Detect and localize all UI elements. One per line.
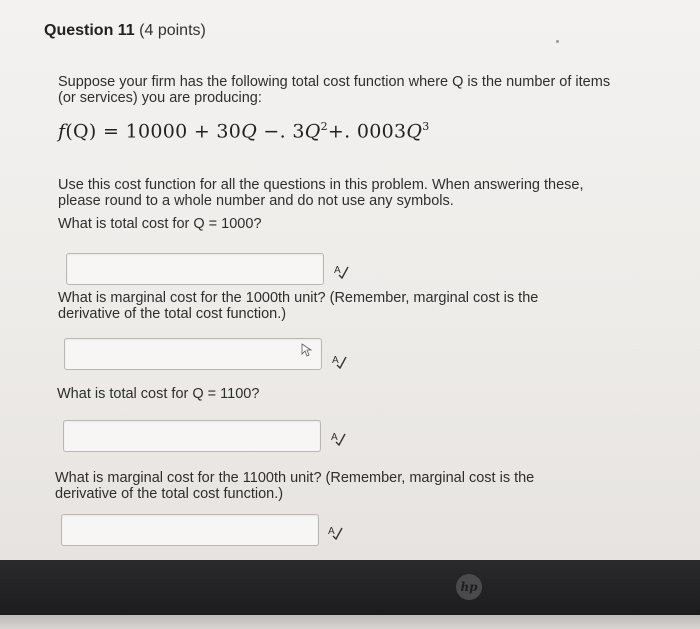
part3-prompt: What is total cost for Q = 1100? [57, 386, 260, 402]
mouse-cursor-icon [301, 343, 313, 357]
question-number: Question 11 [44, 22, 135, 39]
svg-text:A: A [334, 265, 341, 276]
intro-text: Suppose your firm has the following total cost function where Q is the number of items (or services) you are producing: [58, 74, 611, 106]
svg-text:A: A [331, 432, 338, 443]
instructions-text: Use this cost function for all the questions in this problem. When answering these, please round to a whole number and do not use any symbols. [58, 177, 584, 209]
decorative-dot [556, 40, 559, 43]
part2-prompt: What is marginal cost for the 1000th unit? (Remember, marginal cost is the derivative of the total cost function.) [58, 290, 539, 322]
question-points: (4 points) [139, 22, 206, 39]
spellcheck-icon[interactable] [330, 430, 346, 446]
part4-prompt: What is marginal cost for the 1100th unit? (Remember, marginal cost is the derivative of the total cost function.) [55, 470, 535, 502]
laptop-bezel [0, 560, 700, 615]
part3-answer-input[interactable] [63, 420, 321, 452]
spellcheck-icon[interactable] [331, 353, 347, 369]
part1-answer-input[interactable] [66, 253, 324, 285]
svg-text:A: A [332, 355, 339, 366]
svg-text:A: A [328, 526, 335, 537]
hp-logo: hp [456, 574, 482, 600]
question-header [44, 22, 206, 40]
spellcheck-icon[interactable] [327, 524, 343, 540]
part1-prompt: What is total cost for Q = 1000? [58, 216, 262, 232]
spellcheck-icon[interactable] [333, 263, 349, 279]
desk-surface [0, 615, 700, 629]
cost-formula: f(Q) = 10000 + 30Q −. $3Q^2+$. $0003Q^3$ [58, 120, 430, 143]
part2-answer-input[interactable] [64, 338, 322, 370]
part4-answer-input[interactable] [61, 514, 319, 546]
